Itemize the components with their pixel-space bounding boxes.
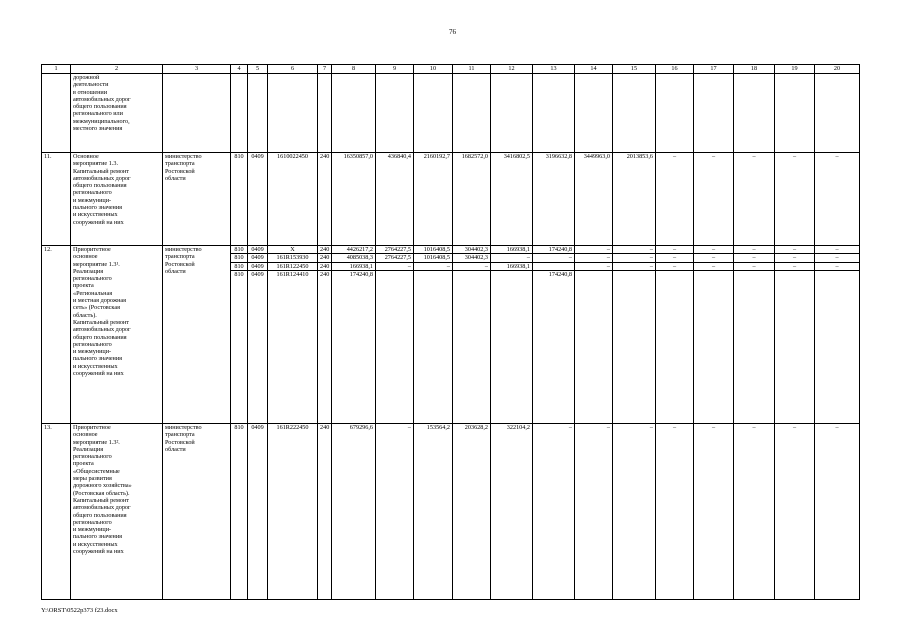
sub-cell: 174240,8 (349, 270, 373, 278)
budget-table (41, 64, 860, 600)
sub-cell: – (815, 246, 859, 254)
sub-cell: 2764227,5 (376, 254, 413, 262)
cell-col-9: – (376, 424, 414, 600)
sub-cell: – (775, 263, 814, 271)
column-number: 14 (575, 65, 613, 74)
cell-col-14: 3449963,0 (575, 153, 613, 246)
sub-cell: – (815, 254, 859, 262)
column-number: 17 (694, 65, 734, 74)
empty-cell (694, 74, 734, 153)
cell-col-5: 0409 (248, 424, 268, 600)
cell-col-6: 161R222450 (268, 424, 318, 600)
cell-col-10: 153564,2 (414, 424, 453, 600)
empty-cell (268, 74, 318, 153)
table-row (42, 74, 860, 153)
column-number: 2 (71, 65, 163, 74)
cell-col-12: 322104,2 (491, 424, 533, 600)
cell-col-6 (268, 246, 318, 424)
cell-col-6: 1610022450 (268, 153, 318, 246)
sub-cell: – (575, 246, 612, 254)
sub-cell (613, 271, 655, 278)
sub-cell: 0409 (248, 254, 267, 262)
cell-col-19: – (775, 424, 815, 600)
cell-col-18: – (734, 153, 775, 246)
cell-col-14 (575, 246, 613, 424)
empty-cell (231, 74, 248, 153)
sub-cell: – (613, 254, 655, 262)
empty-cell (248, 74, 268, 153)
cell-col-19 (775, 246, 815, 424)
cell-col-13: – (533, 424, 575, 600)
cell-col-16: – (656, 424, 694, 600)
sub-cell: X (268, 246, 317, 254)
empty-cell (42, 74, 71, 153)
sub-cell: – (613, 263, 655, 271)
table-row (42, 153, 860, 246)
cell-col-20: – (815, 424, 860, 600)
cell-col-20: – (815, 153, 860, 246)
row-executor: министерство транспорта Ростовской области (163, 246, 231, 424)
cell-col-5 (248, 246, 268, 424)
sub-cell (376, 271, 413, 278)
sub-cell: 166938,1 (491, 246, 532, 254)
row-name: дорожной деятельности в отношении автомобильных дорог общего пользования регионального или межмуниципального, местного значения (71, 74, 163, 153)
cell-col-19: – (775, 153, 815, 246)
sub-cell (775, 271, 814, 278)
sub-cell: – (734, 254, 774, 262)
empty-cell (613, 74, 656, 153)
sub-cell: 304402,3 (453, 246, 490, 254)
empty-cell (491, 74, 533, 153)
sub-cell: – (656, 263, 693, 271)
sub-cell: – (414, 263, 452, 271)
cell-col-12: 3416802,5 (491, 153, 533, 246)
cell-col-5: 0409 (248, 153, 268, 246)
sub-cell: 810 (231, 254, 247, 262)
cell-col-7: 240 (318, 424, 332, 600)
sub-cell: 240 (320, 262, 330, 270)
empty-cell (376, 74, 414, 153)
cell-col-8: 679296,6 (332, 424, 376, 600)
cell-col-8 (332, 246, 376, 424)
table-row (42, 424, 860, 600)
cell-col-10: 2160192,7 (414, 153, 453, 246)
empty-cell (734, 74, 775, 153)
sub-cell: 810 (231, 246, 247, 254)
sub-cell (533, 263, 574, 271)
sub-cell: 0409 (248, 246, 267, 254)
column-number: 18 (734, 65, 775, 74)
sub-cell: – (694, 246, 733, 254)
sub-cell: 240 (320, 254, 330, 262)
sub-cell: 161R122450 (268, 263, 317, 271)
table-header-row (42, 65, 860, 74)
sub-cell (491, 271, 532, 278)
row-name: Основное мероприятие 1.3. Капитальный ремонт автомобильных дорог общего пользования регионального и межмуници- пального значения и искусственных сооружений на них (71, 153, 163, 246)
sub-cell: – (775, 246, 814, 254)
sub-cell (414, 271, 452, 278)
sub-cell: 174240,8 (548, 270, 572, 278)
column-number: 7 (318, 65, 332, 74)
sub-cell: 1016408,5 (414, 246, 452, 254)
sub-cell (734, 271, 774, 278)
empty-cell (775, 74, 815, 153)
column-number: 19 (775, 65, 815, 74)
footer-file-path: Y:\ORST\0522p373 f23.docx (41, 607, 118, 614)
cell-col-8: 16350857,0 (332, 153, 376, 246)
sub-cell (656, 271, 693, 278)
sub-cell: 4426217,2 (332, 246, 375, 254)
cell-col-18 (734, 246, 775, 424)
empty-cell (815, 74, 860, 153)
cell-col-9 (376, 246, 414, 424)
sub-cell: – (613, 246, 655, 254)
sub-cell: – (656, 246, 693, 254)
sub-cell: 0409 (251, 270, 264, 278)
table-row (42, 246, 860, 424)
cell-col-17 (694, 246, 734, 424)
cell-col-14: – (575, 424, 613, 600)
cell-col-17: – (694, 424, 734, 600)
cell-col-4: 810 (231, 153, 248, 246)
column-number: 10 (414, 65, 453, 74)
column-number: 4 (231, 65, 248, 74)
sub-cell: – (815, 263, 859, 271)
cell-col-15: 2013853,6 (613, 153, 656, 246)
cell-col-17: – (694, 153, 734, 246)
sub-cell: – (491, 254, 532, 262)
empty-cell (332, 74, 376, 153)
sub-cell: 810 (231, 263, 247, 271)
sub-cell (453, 271, 490, 278)
cell-col-12 (491, 246, 533, 424)
column-number: 9 (376, 65, 414, 74)
column-number: 20 (815, 65, 860, 74)
sub-cell: 161R124410 (276, 270, 309, 278)
cell-col-10 (414, 246, 453, 424)
cell-col-11: 203628,2 (453, 424, 491, 600)
cell-col-4: 810 (231, 424, 248, 600)
sub-cell: 240 (320, 246, 330, 253)
column-number: 11 (453, 65, 491, 74)
cell-col-18: – (734, 424, 775, 600)
cell-col-9: 436840,4 (376, 153, 414, 246)
sub-cell: 810 (234, 270, 244, 278)
sub-cell: 161R153930 (268, 254, 317, 262)
cell-col-15 (613, 246, 656, 424)
cell-col-11: 1682572,0 (453, 153, 491, 246)
sub-cell: – (376, 263, 413, 271)
row-number: 11. (42, 153, 71, 246)
cell-col-13 (533, 246, 575, 424)
sub-cell: – (575, 254, 612, 262)
sub-cell: – (775, 254, 814, 262)
row-number: 13. (42, 424, 71, 600)
sub-cell: 166938,1 (332, 263, 375, 271)
sub-cell: – (656, 254, 693, 262)
row-name: Приоритетное основное мероприятие 1.3¹. Реализация регионального проекта «Региональная и местная дорожная сеть» (Ростовская область). Капитальный ремонт автомобильных дорог общего пользования регионального и межмуници- пального значения и искусственных сооружений на них (71, 246, 163, 424)
sub-cell (694, 271, 733, 278)
sub-cell: 304402,3 (453, 254, 490, 262)
column-number: 8 (332, 65, 376, 74)
column-number: 5 (248, 65, 268, 74)
empty-cell (575, 74, 613, 153)
column-number: 13 (533, 65, 575, 74)
sub-cell: 166938,1 (491, 263, 532, 271)
cell-col-20 (815, 246, 860, 424)
sub-cell: 4085038,3 (332, 254, 375, 262)
column-number: 3 (163, 65, 231, 74)
sub-cell: 240 (320, 270, 330, 278)
column-number: 1 (42, 65, 71, 74)
row-executor: министерство транспорта Ростовской области (163, 424, 231, 600)
sub-cell: – (734, 263, 774, 271)
cell-col-7: 240 (318, 153, 332, 246)
column-number: 12 (491, 65, 533, 74)
column-number: 15 (613, 65, 656, 74)
cell-col-16: – (656, 153, 694, 246)
empty-cell (318, 74, 332, 153)
sub-cell: – (694, 254, 733, 262)
sub-cell (575, 271, 612, 278)
sub-cell: – (694, 263, 733, 271)
column-number: 6 (268, 65, 318, 74)
empty-cell (163, 74, 231, 153)
column-number: 16 (656, 65, 694, 74)
empty-cell (414, 74, 453, 153)
row-number: 12. (42, 246, 71, 424)
row-executor: министерство транспорта Ростовской области (163, 153, 231, 246)
cell-col-7 (318, 246, 332, 424)
sub-cell: 174240,8 (533, 246, 574, 254)
sub-cell: – (575, 263, 612, 271)
sub-cell: 0409 (248, 263, 267, 271)
cell-col-4 (231, 246, 248, 424)
sub-cell: – (533, 254, 574, 262)
empty-cell (533, 74, 575, 153)
cell-col-15: – (613, 424, 656, 600)
sub-cell: 2764227,5 (376, 246, 413, 254)
sub-cell (815, 271, 859, 278)
sub-cell: – (453, 263, 490, 271)
empty-cell (453, 74, 491, 153)
row-name: Приоритетное основное мероприятие 1.3². Реализация регионального проекта «Общесистемные меры развития дорожного хозяйства» (Ростовская область). Капитальный ремонт автомобильных дорог общего пользования регионального и межмуници- пального значения и искусственных сооружений на них (71, 424, 163, 600)
cell-col-11 (453, 246, 491, 424)
sub-cell: 1016408,5 (414, 254, 452, 262)
empty-cell (656, 74, 694, 153)
cell-col-16 (656, 246, 694, 424)
sub-cell: – (734, 246, 774, 254)
cell-col-13: 3196632,8 (533, 153, 575, 246)
page-number: 76 (449, 28, 456, 36)
